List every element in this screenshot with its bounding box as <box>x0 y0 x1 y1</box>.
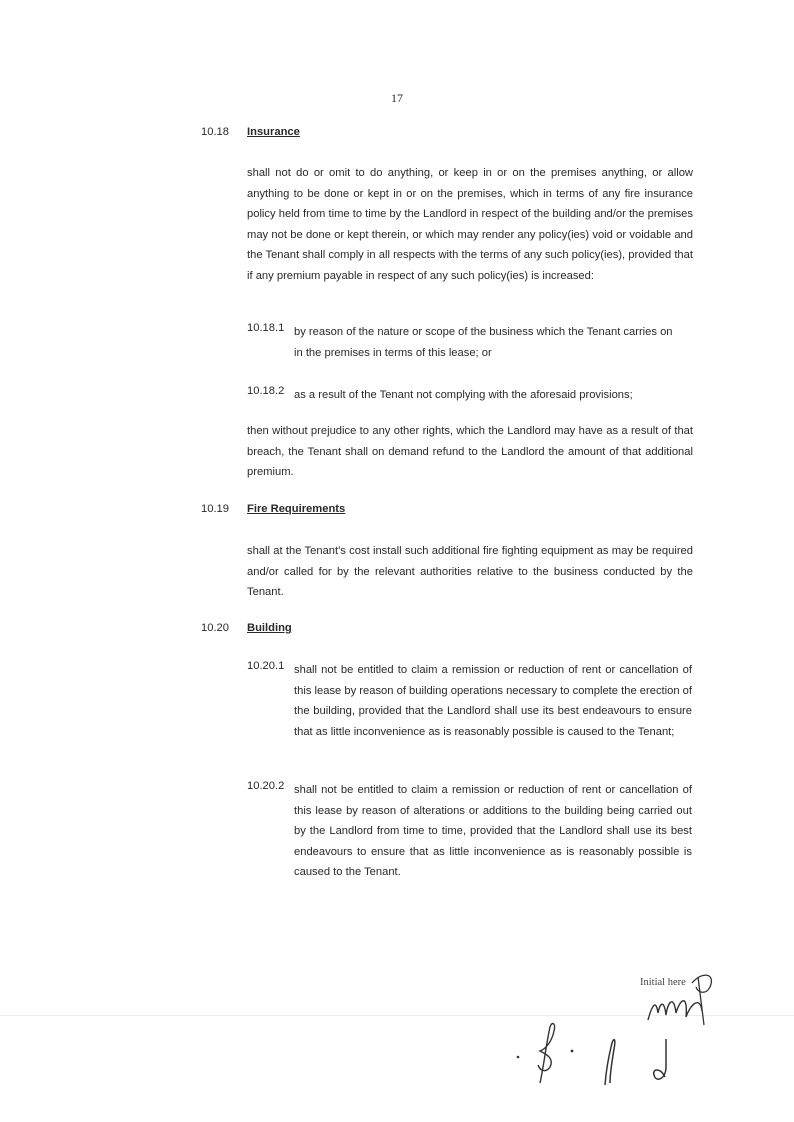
clause-text: shall not be entitled to claim a remission or reduction of rent or cancellation of this lease by reason of building operations necessary to complete the erection of the building, provided that the Landlord shall use its best endeavours to ensure that as little inconvenience as is reasonably possible is caused to the Tenant; <box>294 664 693 738</box>
clause-number: 10.18.1 <box>247 322 285 334</box>
initial-here-label: Initial here <box>640 977 686 988</box>
clause-text-line1: by reason of the nature or scope of the business which the Tenant carries on <box>294 326 673 338</box>
clause-10-20-2 <box>247 780 693 885</box>
clause-text <box>294 322 692 363</box>
section-heading-10-18 <box>201 126 300 138</box>
section-number: 10.20 <box>201 622 229 634</box>
clause-number: 10.20.1 <box>247 660 285 672</box>
section-number: 10.18 <box>201 126 229 138</box>
clause-number: 10.20.2 <box>247 780 285 792</box>
section-heading-10-20 <box>201 622 292 634</box>
section-body-10-18: shall not do or omit to do anything, or keep in or on the premises anything, or allow anything to be done or kept in or on the premises, which in terms of any fire insurance policy held from time to time by the Landlord in respect of the building and/or the premises may not be done or kept therein, or which may render any policy(ies) void or voidable and the Tenant shall comply in all respects with the terms of any such policy(ies), provided that if any premium payable in respect of any such policy(ies) is increased: <box>247 167 693 282</box>
initial-signature-2 <box>510 1015 690 1090</box>
section-title: Fire Requirements <box>247 503 346 515</box>
clause-10-18-2 <box>247 385 693 405</box>
clause-text: as a result of the Tenant not complying with the aforesaid provisions; <box>294 389 633 401</box>
section-number: 10.19 <box>201 503 229 515</box>
clause-number: 10.18.2 <box>247 385 285 397</box>
clause-10-18-1 <box>247 322 693 364</box>
section-title: Building <box>247 622 292 634</box>
section-body-10-19: shall at the Tenant's cost install such additional fire fighting equipment as may be required and/or called for by the relevant authorities relative to the business conducted by the Tenant. <box>247 545 693 598</box>
clause-text: shall not be entitled to claim a remission or reduction of rent or cancellation of this lease by reason of alterations or additions to the building being carried out by the Landlord from time to time, provided that the Landlord shall use its best endeavours to ensure that as little inconvenience as is reasonably possible is caused to the Tenant. <box>294 784 692 878</box>
section-title: Insurance <box>247 126 300 138</box>
page-number: 17 <box>391 91 403 105</box>
section-heading-10-19 <box>201 503 345 515</box>
clause-10-20-1 <box>247 660 693 765</box>
section-closing-10-18: then without prejudice to any other rights, which the Landlord may have as a result of that breach, the Tenant shall on demand refund to the Landlord the amount of that additional premium. <box>247 425 693 478</box>
clause-text-line2: in the premises in terms of this lease; or <box>294 346 492 359</box>
